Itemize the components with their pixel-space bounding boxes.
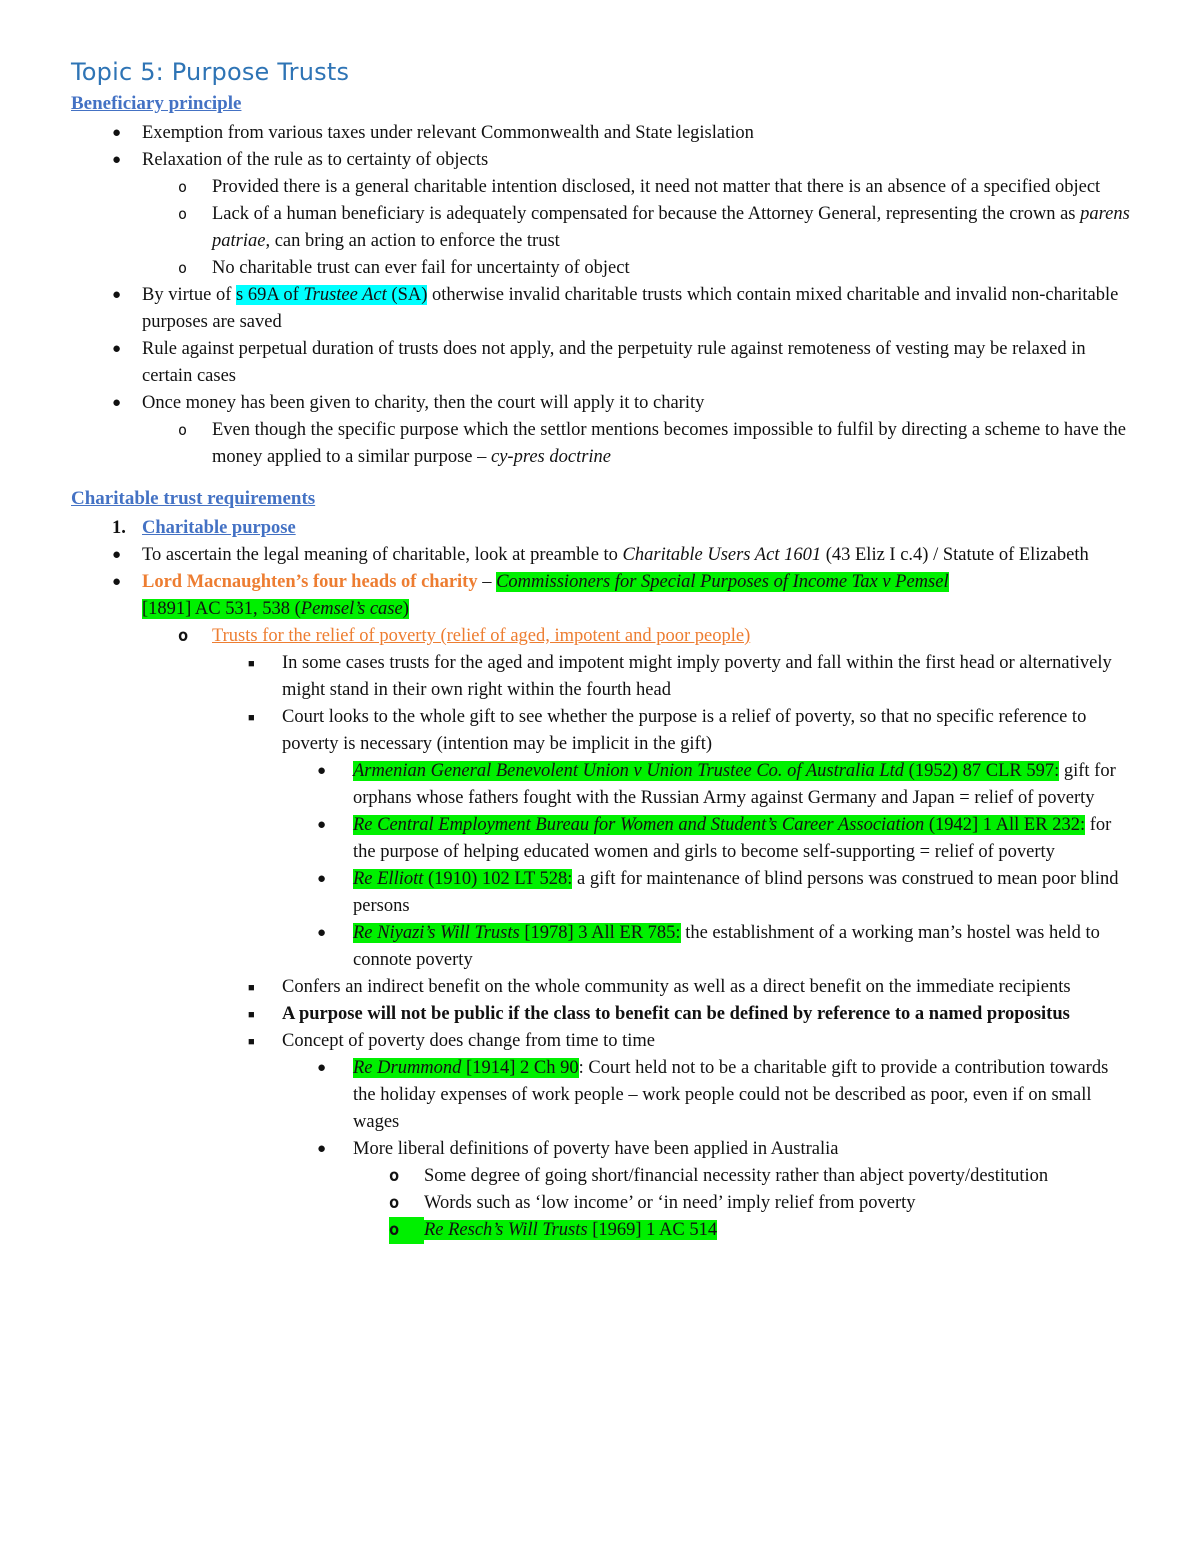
list-item: o No charitable trust can ever fail for uncertainty of object [71,255,1131,282]
square-bullet-icon: ■ [248,1009,255,1021]
list-item: ● Relaxation of the rule as to certainty of objects [71,147,1131,174]
case-highlight: Re Elliott (1910) 102 LT 528: [353,869,573,889]
case-highlight: Re Niyazi’s Will Trusts [1978] 3 All ER 785: [353,923,681,943]
list-item: ● To ascertain the legal meaning of charitable, look at preamble to Charitable Users Act 1601 (43 Eliz I c.4) / Statute of Elizabeth [71,542,1131,569]
circle-bullet-icon: o [389,1193,400,1213]
beneficiary-principle-heading: Beneficiary principle [71,93,242,114]
list-item: ● More liberal definitions of poverty have been applied in Australia [71,1136,1131,1163]
list-item: ■ Concept of poverty does change from time to time [71,1028,1131,1055]
case-highlight: Armenian General Benevolent Union v Union Trustee Co. of Australia Ltd (1952) 87 CLR 597: [353,761,1060,781]
circle-bullet-icon: o [178,259,188,277]
statute-highlight: s 69A of Trustee Act (SA) [236,285,428,305]
square-bullet-icon: ■ [248,658,255,670]
case-item: ● Armenian General Benevolent Union v Union Trustee Co. of Australia Ltd (1952) 87 CLR 597: gift for orphans whose fathers fought with the Russian Army against Germany and Japan = relief of poverty [71,758,1131,812]
list-item: ● Rule against perpetual duration of trusts does not apply, and the perpetuity rule against remoteness of vesting may be relaxed in certain cases [71,336,1131,390]
bullet-icon: ● [317,1060,327,1076]
bullet-icon: ● [112,152,122,168]
circle-bullet-icon: o [178,178,188,196]
case-item: ● Re Central Employment Bureau for Women and Student’s Career Association (1942] 1 All ER 232: for the purpose of helping educated women and girls to become self-supporting = relief of poverty [71,812,1131,866]
list-item: ■ In some cases trusts for the aged and impotent might imply poverty and fall within the first head or alternatively might stand in their own right within the fourth head [248,653,1112,700]
bullet-icon: ● [112,547,122,563]
bullet-icon: ● [317,871,327,887]
list-item: o Lack of a human beneficiary is adequately compensated for because the Attorney General, representing the crown as parens patriae, can bring an action to enforce the trust [71,201,1131,255]
circle-bullet-icon: o [178,421,188,439]
bullet-icon: ● [317,1141,327,1157]
list-item: ■ Court looks to the whole gift to see whether the purpose is a relief of poverty, so that no specific reference to poverty is necessary (intention may be implicit in the gift) [248,707,1087,754]
document-page [71,58,1131,1244]
square-bullet-icon: ■ [248,712,255,724]
circle-bullet-icon: o [389,1166,400,1186]
list-item: o Provided there is a general charitable intention disclosed, it need not matter that there is an absence of a specified object [71,174,1131,201]
list-item: o Even though the specific purpose which the settlor mentions becomes impossible to fulfil by directing a scheme to have the money applied to a similar purpose – cy-pres doctrine [71,417,1131,471]
bullet-icon: ● [112,395,122,411]
numbered-item: 1. Charitable purpose [112,518,296,538]
list-item: ● Lord Macnaughten’s four heads of charity – Commissioners for Special Purposes of Income Tax v Pemsel [1891] AC 531, 538 (Pemsel’s case) [71,569,1131,623]
list-item: ■ A purpose will not be public if the class to benefit can be defined by reference to a named propositus [71,1001,1131,1028]
circle-bullet-icon: o [178,626,189,646]
circle-bullet-icon: o [178,205,188,223]
list-item: ● By virtue of s 69A of Trustee Act (SA) otherwise invalid charitable trusts which contain mixed charitable and invalid non-charitable purposes are saved [71,282,1131,336]
case-highlight: Re Resch’s Will Trusts [1969] 1 AC 514 [424,1220,718,1240]
bullet-icon: ● [317,817,327,833]
bullet-icon: ● [112,341,122,357]
list-item: ● Exemption from various taxes under relevant Commonwealth and State legislation [71,120,1131,147]
case-highlight: Commissioners for Special Purposes of Income Tax v Pemsel [496,572,949,592]
list-item: ● Once money has been given to charity, then the court will apply it to charity [71,390,1131,417]
case-item: ● Re Niyazi’s Will Trusts [1978] 3 All ER 785: the establishment of a working man’s hostel was held to connote poverty [71,920,1131,974]
charitable-trust-requirements-heading: Charitable trust requirements [71,488,316,509]
page-title: Topic 5: Purpose Trusts [71,58,350,86]
bullet-icon: ● [112,287,122,303]
bullet-icon: ● [112,574,122,590]
case-item: ● Re Drummond [1914] 2 Ch 90: Court held not to be a charitable gift to provide a contribution towards the holiday expenses of work people – work people could not be described as poor, even if on small wages [71,1055,1131,1136]
case-highlight: [1891] AC 531, 538 (Pemsel’s case) [142,599,409,619]
case-item: ● Re Elliott (1910) 102 LT 528: a gift for maintenance of blind persons was construed to mean poor blind persons [71,866,1131,920]
bullet-icon: ● [317,925,327,941]
list-item: o Words such as ‘low income’ or ‘in need’ imply relief from poverty [71,1190,1131,1217]
square-bullet-icon: ■ [248,1036,255,1048]
circle-bullet-icon: o [389,1217,424,1244]
list-item: o Some degree of going short/financial necessity rather than abject poverty/destitution [71,1163,1131,1190]
case-item [71,1217,1131,1244]
case-highlight: Re Drummond [1914] 2 Ch 90 [353,1058,579,1078]
square-bullet-icon: ■ [248,982,255,994]
list-item: ■ Confers an indirect benefit on the whole community as well as a direct benefit on the immediate recipients [71,974,1131,1001]
bullet-icon: ● [317,763,327,779]
list-item: o Trusts for the relief of poverty (relief of aged, impotent and poor people) [71,623,1131,650]
bullet-icon: ● [112,125,122,141]
case-highlight: Re Central Employment Bureau for Women and Student’s Career Association (1942] 1 All ER 232: [353,815,1086,835]
